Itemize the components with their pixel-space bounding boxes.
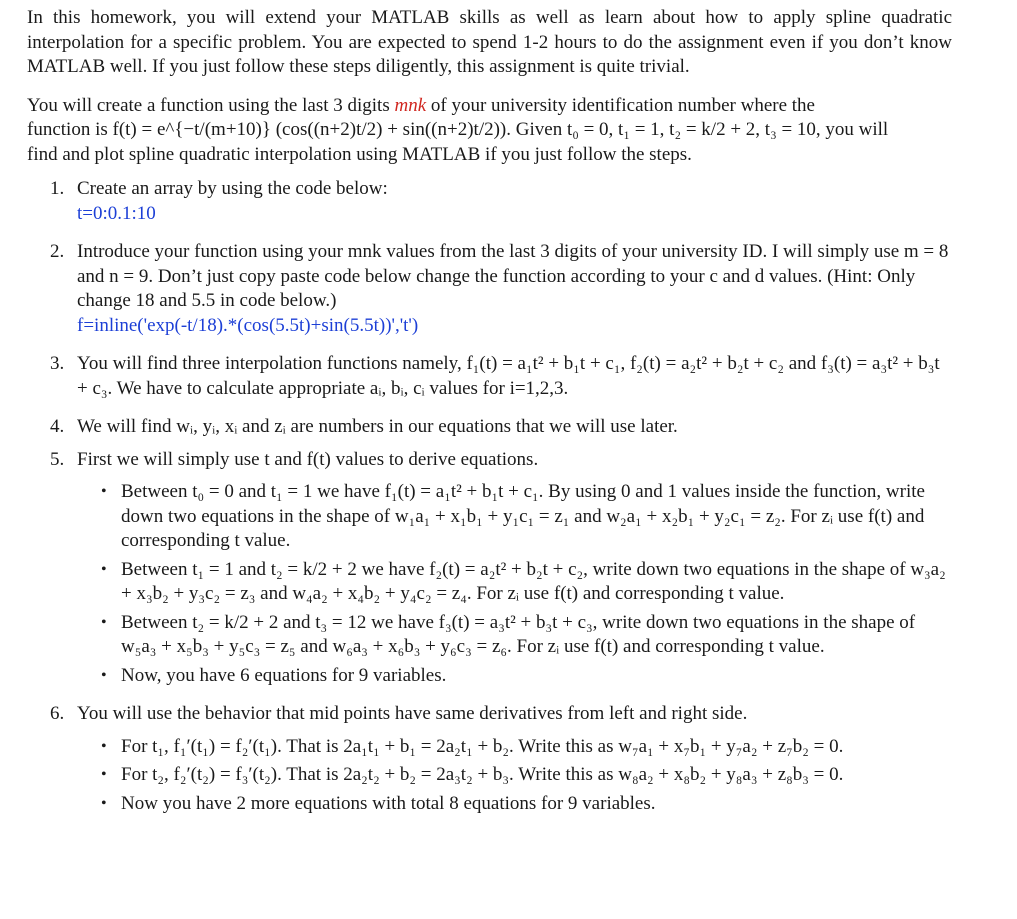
bullet-item	[101, 611, 952, 660]
intro-paragraph-2	[27, 94, 952, 168]
step-6	[50, 702, 952, 816]
bullet-text: Now you have 2 more equations with total 8 equations for 9 variables.	[121, 792, 656, 814]
function-definition: function is f(t) = e^{−t/(m+10)} (cos((n+2)t/2) + sin((n+2)t/2)). Given t₀ = 0, t₁ = 1, t₂ = k/2 + 2, t₃ = 10, you will	[27, 119, 889, 140]
bullet-text: Between t₁ = 1 and t₂ = k/2 + 2 we have f₂(t) = a₂t² + b₂t + c₂, write down two equations in the shape of w₃a₂ + x₃b₂ + y₃c₂ = z₃ and w₄a₂ + x₄b₂ + y₄c₂ = z₄. For zᵢ use f(t) and corresponding t value.	[121, 558, 946, 604]
bullet-item	[101, 763, 952, 788]
step-3	[50, 352, 952, 401]
bullet-item	[101, 735, 952, 760]
bullet-item	[101, 480, 952, 554]
step-5	[50, 448, 952, 689]
intro-paragraph-1: In this homework, you will extend your MATLAB skills as well as learn about how to apply spline quadratic interpolation for a specific problem. You are expected to spend 1-2 hours to do the assignment even if you don’t know MATLAB well. If you just follow these steps diligently, this assignment is quite trivial.	[27, 7, 952, 77]
bullet-item	[101, 792, 952, 817]
step-number: 3.	[50, 353, 65, 374]
step-number: 2.	[50, 241, 65, 262]
step-text: Create an array by using the code below:	[77, 178, 388, 199]
bullet-symbol: •	[101, 737, 107, 755]
bullet-symbol: •	[101, 613, 107, 631]
code-snippet: t=0:0.1:10	[77, 202, 156, 224]
step-1	[50, 177, 952, 226]
bullet-text: Now, you have 6 equations for 9 variables.	[121, 664, 447, 686]
step-2	[50, 240, 952, 338]
bullet-item	[101, 558, 952, 607]
bullet-symbol: •	[101, 483, 107, 500]
steps-list	[27, 177, 952, 816]
step-number: 4.	[50, 416, 65, 437]
bullet-symbol: •	[101, 560, 107, 578]
bullet-symbol: •	[101, 666, 107, 684]
bullet-text: Between t₂ = k/2 + 2 and t₃ = 12 we have f₃(t) = a₃t² + b₃t + c₃, write down two equations in the shape of w₅a₃ + x₅b₃ + y₅c₃ = z₅ and w₆a₃ + x₆b₃ + y₆c₃ = z₆. For zᵢ use f(t) and corresponding t value.	[121, 611, 916, 657]
step-number: 6.	[50, 703, 65, 724]
step-text: We will find wᵢ, yᵢ, xᵢ and zᵢ are numbers in our equations that we will use later.	[77, 416, 678, 437]
bullet-symbol: •	[101, 766, 107, 783]
step-text: First we will simply use t and f(t) values to derive equations.	[77, 448, 539, 470]
intro-p2-start: You will create a function using the last 3 digits	[27, 94, 395, 116]
bullet-item	[101, 664, 952, 689]
bullet-text: For t₂, f₂′(t₂) = f₃′(t₂). That is 2a₂t₂ + b₂ = 2a₃t₂ + b₃. Write this as w₈a₂ + x₈b₂ + y₈a₃ + z₈b₃ = 0.	[121, 764, 844, 785]
step-4	[50, 415, 952, 440]
bullet-text: Between t₀ = 0 and t₁ = 1 we have f₁(t) = a₁t² + b₁t + c₁. By using 0 and 1 values inside the function, write down two equations in the shape of w₁a₁ + x₁b₁ + y₁c₁ = z₁ and w₂a₁ + x₂b₁ + y₂c₁ = z₂. For zᵢ use f(t) and corresponding t value.	[121, 481, 925, 551]
step-text: Introduce your function using your mnk values from the last 3 digits of your university ID. I will simply use m = 8 and n = 9. Don’t just copy paste code below change the function according to your c and d values. (Hint: Only change 18 and 5.5 in code below.)	[77, 241, 949, 311]
intro-p2-end: find and plot spline quadratic interpolation using MATLAB if you just follow the steps.	[27, 143, 692, 165]
bullet-symbol: •	[101, 794, 107, 812]
mnk-highlight: mnk	[394, 94, 427, 116]
step-text: You will find three interpolation functions namely, f₁(t) = a₁t² + b₁t + c₁, f₂(t) = a₂t² + b₂t + c₂ and f₃(t) = a₃t² + b₃t + c₃. We have to calculate appropriate aᵢ, bᵢ, cᵢ values for i=1,2,3.	[77, 353, 940, 399]
step-number: 1.	[50, 178, 65, 199]
step-number: 5.	[50, 448, 65, 470]
intro-p2-after-mnk: of your university identification number where the	[426, 94, 815, 116]
step-5-bullets	[77, 480, 952, 688]
step-text: You will use the behavior that mid points have same derivatives from left and right side.	[77, 703, 748, 724]
code-snippet: f=inline('exp(-t/18).*(cos(5.5t)+sin(5.5t))','t')	[77, 314, 419, 336]
step-6-bullets	[77, 735, 952, 817]
bullet-text: For t₁, f₁′(t₁) = f₂′(t₁). That is 2a₁t₁ + b₁ = 2a₂t₁ + b₂. Write this as w₇a₁ + x₇b₁ + y₇a₂ + z₇b₂ = 0.	[121, 735, 844, 757]
